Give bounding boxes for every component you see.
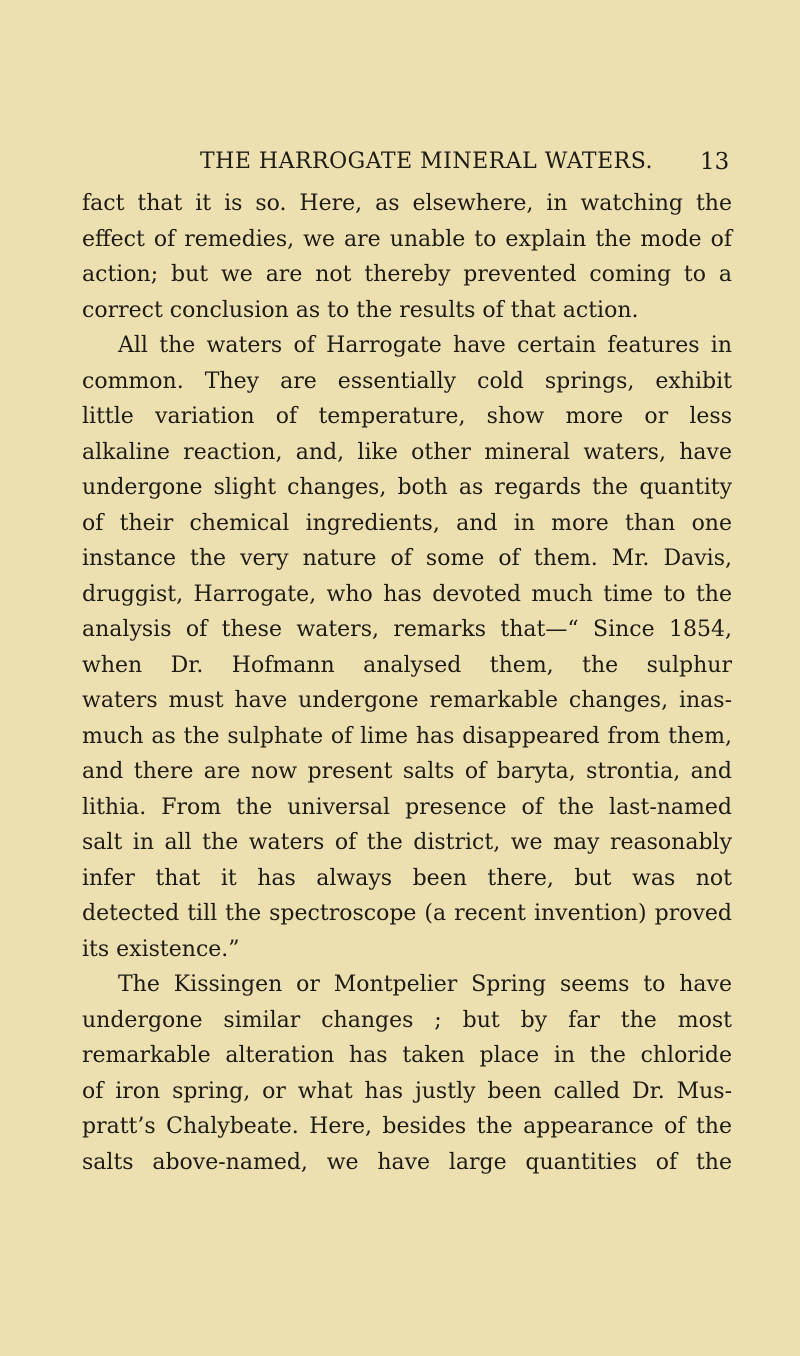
text-line: correct conclusion as to the results of that action. [82, 297, 639, 323]
text-line: of their chemical ingredients, and in more than one [82, 510, 732, 536]
running-head-title: THE HARROGATE MINERAL WATERS. [200, 149, 653, 174]
text-line: alkaline reaction, and, like other mineral waters, have [82, 439, 732, 465]
text-line: its existence.” [82, 936, 240, 962]
text-line: instance the very nature of some of them. Mr. Davis, [82, 546, 732, 571]
body-text [82, 186, 732, 1180]
text-line: The Kissingen or Montpelier Spring seems to have [118, 972, 732, 997]
text-line: salt in all the waters of the district, we may reasonably [82, 830, 732, 855]
text-line: little variation of temperature, show more or less [82, 404, 732, 429]
text-line: fact that it is so. Here, as elsewhere, in watching the [82, 191, 732, 216]
text-line: action; but we are not thereby prevented coming to a [82, 262, 732, 287]
text-line: common. They are essentially cold springs, exhibit [82, 368, 732, 394]
text-line: remarkable alteration has taken place in the chloride [82, 1043, 732, 1068]
text-line: druggist, Harrogate, who has devoted much time to the [82, 581, 732, 607]
text-line: pratt’s Chalybeate. Here, besides the appearance of the [82, 1114, 732, 1139]
text-line: salts above-named, we have large quantities of the [82, 1149, 732, 1175]
text-line: effect of remedies, we are unable to explain the mode of [82, 226, 732, 252]
text-line: of iron spring, or what has justly been called Dr. Mus- [82, 1078, 732, 1104]
text-line: undergone slight changes, both as regards the quantity [82, 475, 732, 500]
text-line: All the waters of Harrogate have certain features in [118, 333, 732, 358]
text-line: undergone similar changes ; but by far the most [82, 1007, 732, 1033]
text-line: when Dr. Hofmann analysed them, the sulphur [82, 652, 732, 678]
text-line: analysis of these waters, remarks that—“ Since 1854, [82, 617, 732, 642]
text-line: much as the sulphate of lime has disappeared from them, [82, 723, 732, 749]
text-line: detected till the spectroscope (a recent invention) proved [82, 901, 732, 926]
text-line: lithia. From the universal presence of the last-named [82, 794, 732, 820]
text-line: infer that it has always been there, but was not [82, 865, 732, 891]
text-line: waters must have undergone remarkable changes, inas- [82, 688, 732, 713]
page-number: 13 [700, 149, 730, 175]
text-line: and there are now present salts of baryta, strontia, and [82, 759, 732, 784]
